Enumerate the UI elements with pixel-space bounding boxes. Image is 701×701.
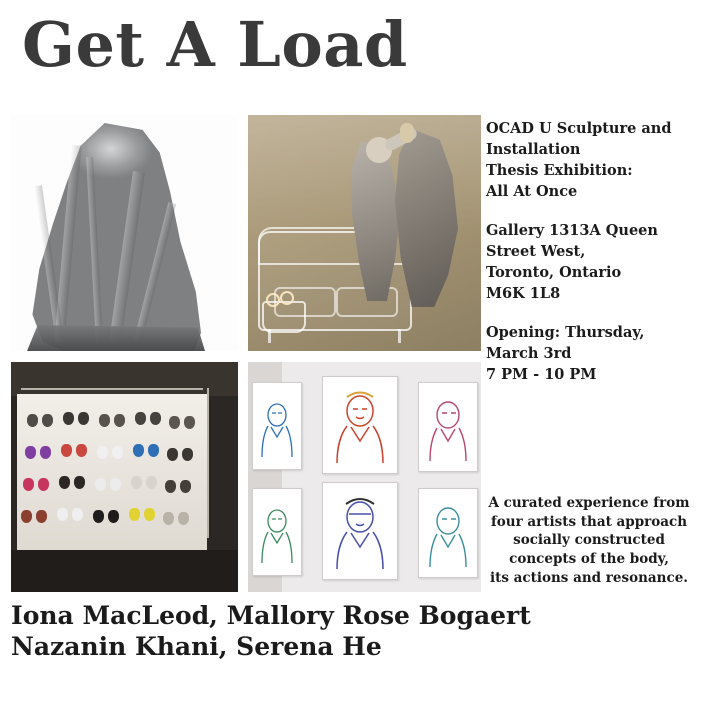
opening-info	[486, 322, 696, 385]
bra-item	[165, 480, 191, 496]
statement-line: four artists that approach	[490, 513, 688, 530]
statement-line: A curated experience from	[488, 495, 690, 511]
image-framed-portrait-drawings	[248, 362, 481, 592]
figure-hand	[400, 123, 414, 143]
yarn-ball	[266, 293, 280, 307]
bra-item	[21, 510, 47, 526]
portrait-line-drawing	[258, 503, 296, 565]
opening-line: March 3rd	[486, 345, 572, 363]
bra-item	[23, 478, 49, 494]
gallery-ceiling	[11, 362, 238, 396]
drape-base-pool	[27, 325, 205, 351]
framed-drawing	[418, 488, 478, 578]
venue-line: M6K 1L8	[486, 285, 561, 303]
bra-item	[167, 448, 193, 464]
image-figures-on-couch-drawing	[248, 115, 481, 351]
venue-line: Street West,	[486, 243, 586, 261]
curated-statement	[486, 494, 692, 587]
venue-line: Gallery 1313A Queen	[486, 222, 658, 240]
exhibition-line: All At Once	[486, 183, 578, 201]
framed-drawing	[322, 376, 398, 474]
venue-info	[486, 220, 696, 304]
bra-item	[59, 476, 85, 492]
hanging-cord	[21, 388, 203, 390]
artist-line: Iona MacLeod, Mallory Rose Bogaert	[11, 601, 531, 630]
bra-item	[25, 446, 51, 462]
artist-credits	[11, 600, 531, 663]
bra-item	[135, 412, 161, 428]
couch-leg	[398, 329, 401, 343]
portrait-line-drawing	[425, 395, 471, 463]
bra-item	[169, 416, 195, 432]
exhibition-line: OCAD U Sculpture and	[486, 120, 672, 137]
statement-line: its actions and resonance.	[489, 569, 688, 586]
bra-item	[57, 508, 83, 524]
venue-line: Toronto, Ontario	[486, 264, 622, 282]
portrait-line-drawing	[331, 495, 389, 571]
framed-drawing	[252, 382, 302, 470]
bra-item	[99, 414, 125, 430]
bra-item	[133, 444, 159, 460]
artist-line: Nazanin Khani, Serena He	[11, 632, 382, 662]
bra-item	[95, 478, 121, 494]
portrait-line-drawing	[425, 501, 471, 569]
framed-drawing	[252, 488, 302, 576]
framed-drawing	[322, 482, 398, 580]
bra-item	[163, 512, 189, 528]
bra-item	[93, 510, 119, 526]
exhibition-line: Installation	[486, 141, 581, 159]
yarn-ball	[280, 291, 294, 305]
bra-item	[27, 414, 53, 430]
bra-item	[131, 476, 157, 492]
hanging-cord	[207, 388, 209, 538]
statement-line: concepts of the body,	[509, 550, 669, 567]
event-info	[486, 118, 696, 403]
exhibition-line: Thesis Exhibition:	[486, 162, 633, 180]
image-grid	[11, 115, 481, 592]
gallery-floor	[11, 550, 238, 592]
bra-item	[61, 444, 87, 460]
image-bra-wall-installation	[11, 362, 238, 592]
exhibition-info	[486, 118, 696, 202]
statement-line: socially constructed	[513, 532, 665, 549]
portrait-line-drawing	[258, 397, 296, 459]
bra-item	[63, 412, 89, 428]
framed-drawing	[418, 382, 478, 472]
bra-item	[129, 508, 155, 524]
page-title: Get A Load	[22, 8, 408, 81]
opening-line: 7 PM - 10 PM	[486, 366, 597, 384]
opening-line: Opening: Thursday,	[486, 324, 645, 342]
portrait-line-drawing	[331, 389, 389, 465]
bra-item	[97, 446, 123, 462]
image-silver-draped-sculpture	[11, 115, 238, 351]
